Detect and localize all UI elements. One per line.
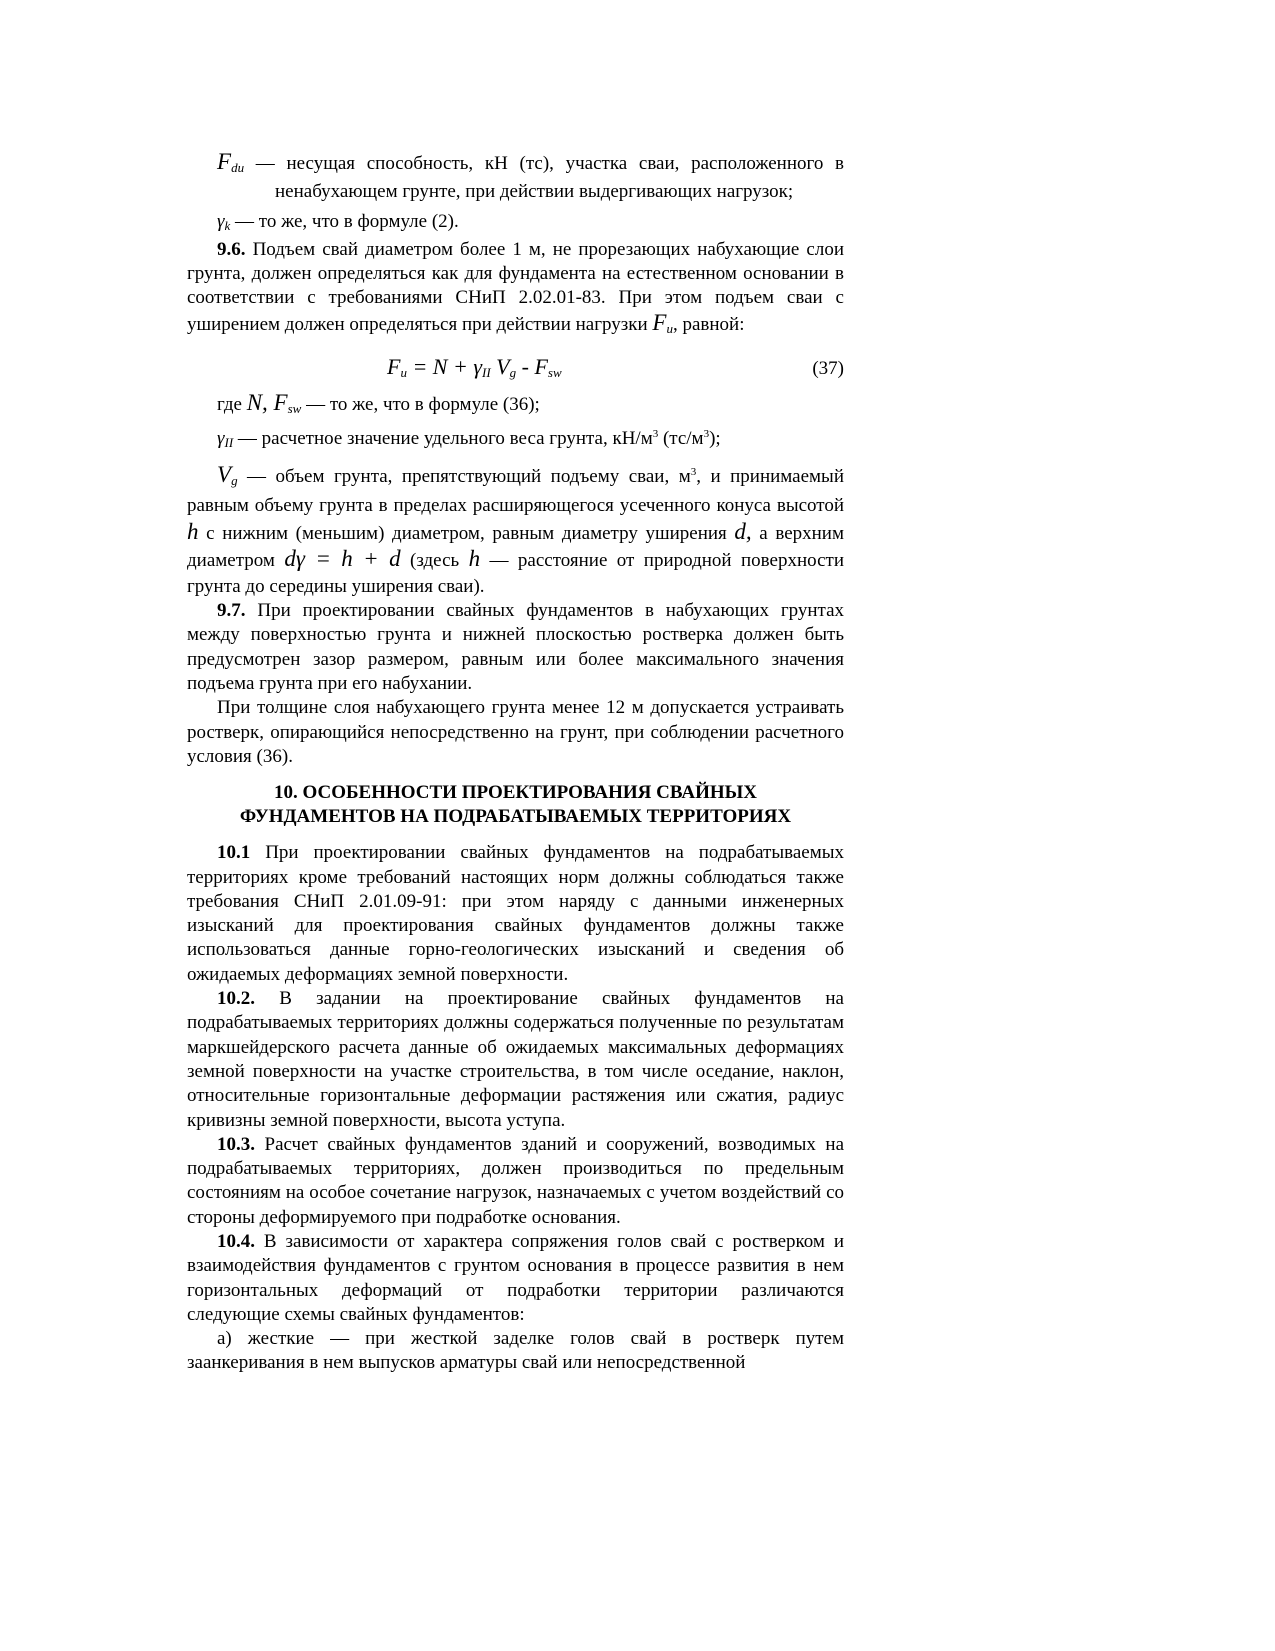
definition-text: — расстояние от природной поверхности грунта до середины уширения сваи).: [187, 550, 844, 597]
paragraph-9-7: [187, 599, 844, 696]
symbol-f: F: [217, 149, 232, 174]
definition-text: — то же, что в формуле (2).: [235, 210, 459, 232]
symbol-gamma: γ: [217, 428, 225, 450]
paragraph-9-7-cont: [187, 696, 844, 769]
formula-part: = N +: [406, 354, 474, 380]
paragraph-text: Расчет свайных фундаментов зданий и сооружений, возводимых на подрабатываемых территориях, должен производиться по предельным состояниям на особое сочетание нагрузок, назначаемых с учетом воздействий со стороны деформируемого при подработке основания.: [187, 1133, 845, 1228]
paragraph-10-4-a: [187, 1327, 844, 1376]
formula-expression: [387, 355, 562, 385]
symbol-h: h: [468, 546, 481, 572]
definition-vg: [187, 462, 844, 600]
symbol-f: F: [652, 309, 667, 335]
heading-line: ФУНДАМЕНТОВ НА ПОДРАБАТЫВАЕМЫХ ТЕРРИТОРИЯХ: [239, 806, 792, 828]
paragraph-10-3: [187, 1133, 844, 1230]
clause-number: 10.2.: [217, 988, 255, 1010]
symbol-sub: u: [666, 320, 673, 336]
formula-part: - F: [516, 354, 548, 380]
formula-sub: sw: [547, 365, 562, 381]
where-lead: где: [217, 394, 247, 416]
paragraph-text: При проектировании свайных фундаментов в набухающих грунтах между поверхностью грунта и нижней плоскостью ростверка должен быть предусмотрен зазор размером, равным или более максимального значения подъема грунта при его набухании.: [187, 600, 844, 695]
symbol-d-gamma: dγ = h + d: [284, 546, 401, 572]
definition-text: — объем грунта, препятствующий подъему сваи, м: [237, 465, 691, 487]
formula-gamma: γ: [473, 354, 482, 380]
where-text: — то же, что в формуле (36);: [301, 394, 540, 416]
definition-text: — расчетное значение удельного веса грунта, кН/м: [233, 428, 653, 450]
paragraph-9-6: [187, 238, 844, 341]
paragraph-text: При проектировании свайных фундаментов на подрабатываемых территориях кроме требований настоящих норм должны соблюдаться также требования СНиП 2.01.09-91: при этом наряду с данными инженерных изысканий для проектирования свайных фундаментов должны также использоваться данные горно-геологических изысканий и сведения об ожидаемых деформациях земной поверхности.: [187, 842, 844, 985]
definition-text: (здесь: [400, 550, 469, 572]
symbol-h: h: [187, 518, 199, 544]
formula-37: [187, 347, 844, 387]
symbol-sub: k: [224, 217, 231, 233]
section-heading-10: [187, 781, 844, 829]
symbol-gamma: γ: [217, 210, 225, 232]
paragraph-text: В задании на проектирование свайных фундаментов на подрабатываемых территориях должны содержаться полученные по результатам маркшейдерского расчета данные об ожидаемых максимальных деформациях земной поверхности на участке строительства, в том числе оседание, наклон, относительные горизонтальные деформации растяжения или сжатия, радиус кривизны земной поверхности, высота уступа.: [187, 988, 844, 1131]
paragraph-text: Подъем свай диаметром более 1 м, не прорезающих набухающие слои грунта, должен определяться как для фундамента на естественном основании в соответствии с требованиями СНиП 2.02.01-83. При этом подъем сваи с уширением должен определяться при действии нагрузки: [187, 238, 845, 335]
formula-v: V: [490, 354, 510, 380]
clause-number: 9.6.: [217, 238, 246, 260]
formula-f: F: [387, 354, 401, 380]
paragraph-10-2: [187, 987, 844, 1133]
paragraph-text: , равной:: [672, 313, 745, 335]
symbol-d: d,: [734, 518, 752, 544]
formula-sub: g: [509, 365, 517, 381]
definition-text: — несущая способность, кН (тс), участка сваи, расположенного в ненабухающем грунте, при действии выдергивающих нагрузок;: [255, 153, 845, 203]
symbol-sub: g: [231, 472, 238, 488]
formula-sub: II: [482, 365, 491, 381]
clause-number: 10.4.: [217, 1231, 255, 1252]
paragraph-10-4: [187, 1230, 844, 1327]
symbol-sub: sw: [287, 401, 302, 417]
paragraph-text: При толщине слоя набухающего грунта менее 12 м допускается устраивать ростверк, опирающийся непосредственно на грунт, при соблюдении расчетного условия (36).: [187, 697, 844, 767]
formula-sub: u: [400, 365, 407, 381]
paragraph-text: В зависимости от характера сопряжения голов свай с ростверком и взаимодействия фундаментов с грунтом основания в процессе развития в нем горизонтальных деформаций от подработки территории различаются следующие схемы свайных фундаментов:: [187, 1231, 844, 1325]
clause-number: 10.1: [217, 842, 251, 864]
clause-number: 10.3.: [217, 1133, 255, 1155]
document-page: [187, 150, 844, 1376]
symbol-sub: II: [224, 435, 234, 451]
definition-gamma-ii: [187, 427, 844, 455]
definition-text: , и принимаемый равным объему грунта в пределах расширяющегося усеченного конуса высотой: [187, 465, 844, 517]
heading-line: 10. ОСОБЕННОСТИ ПРОЕКТИРОВАНИЯ СВАЙНЫХ: [273, 782, 758, 804]
superscript: 3: [703, 428, 710, 441]
definition-text: с нижним (меньшим) диаметром, равным диаметру уширения: [198, 522, 735, 544]
paragraph-10-1: [187, 841, 844, 987]
definition-text: );: [709, 428, 721, 450]
definition-text: (тс/м: [658, 428, 704, 450]
definition-text: а верхним диаметром: [187, 522, 844, 572]
symbol-v: V: [217, 461, 232, 487]
definition-gamma-k: [187, 210, 844, 238]
superscript: 3: [690, 465, 697, 478]
where-line: [187, 391, 844, 421]
symbol-sub: du: [231, 160, 245, 175]
definition-fdu: [187, 150, 844, 205]
paragraph-text: а) жесткие — при жесткой заделке голов свай в ростверк путем заанкеривания в нем выпусков арматуры свай или непосредственной: [187, 1328, 844, 1374]
clause-number: 9.7.: [217, 600, 246, 622]
formula-number: (37): [812, 358, 844, 380]
symbol-n-f: N, F: [246, 390, 288, 416]
superscript: 3: [652, 428, 659, 441]
